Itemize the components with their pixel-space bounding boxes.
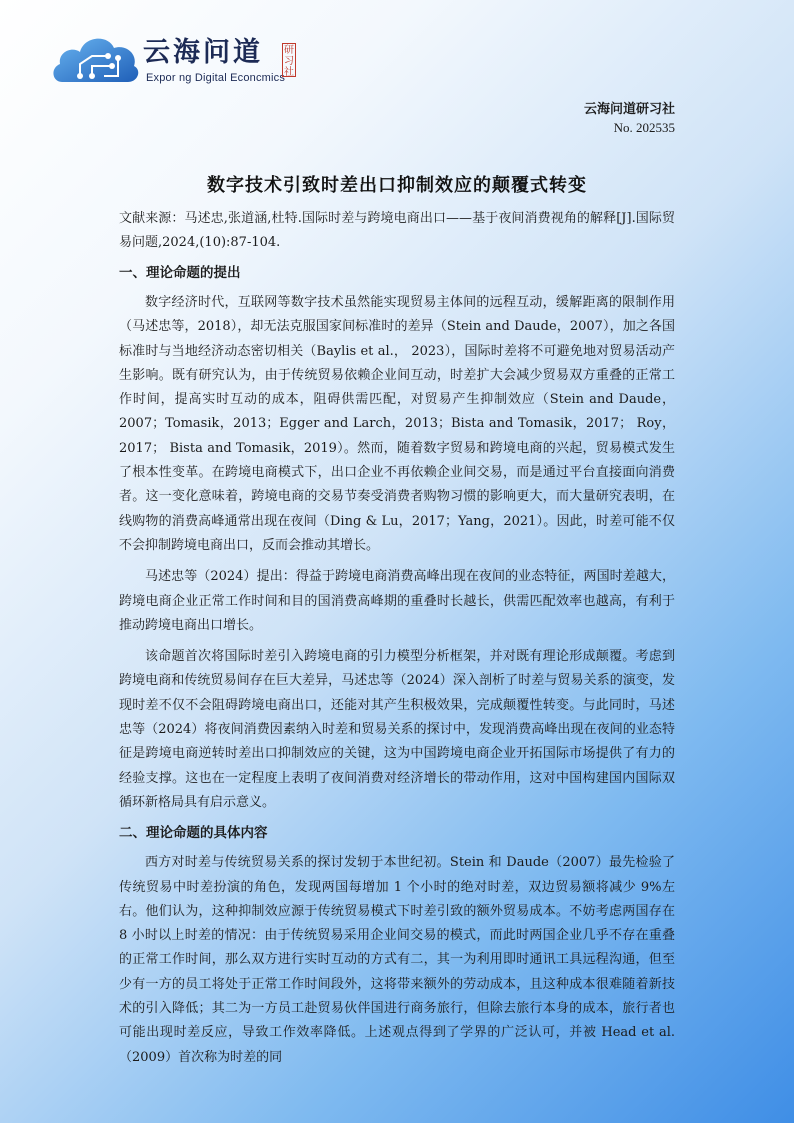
paragraph: 马述忠等（2024）提出：得益于跨境电商消费高峰出现在夜间的业态特征，两国时差越大，跨境电商企业正常工作时间和目的国消费高峰期的重叠时长越长，供需匹配效率也越高，有利于推动跨境电商出口增长。 <box>119 569 675 633</box>
literature-source: 文献来源：马述忠,张道涵,杜特.国际时差与跨境电商出口——基于夜间消费视角的解释[J].国际贸易问题,2024,(10):87-104. <box>119 211 675 250</box>
section-heading: 一、理论命题的提出 <box>119 265 241 281</box>
document-body <box>119 207 675 1077</box>
section-heading: 二、理论命题的具体内容 <box>119 825 268 842</box>
logo-subtitle: Expor ng Digital Econcmics <box>146 72 286 84</box>
paragraph: 数字经济时代，互联网等数字技术虽然能实现贸易主体间的远程互动，缓解距离的限制作用（马述忠等，2018），却无法克服国家间标准时的差异（Stein and Daude，2007），加之各国标准时与当地经济动态密切相关（Baylis et al.， 2023），国际时差将不可避免地对贸易活动产生影响。既有研究认为，由于传统贸易依赖企业间互动，时差扩大会减少贸易双方重叠的正常工作时间，提高实时互动的成本，阻碍供需匹配，对贸易产生抑制效应（Stein and Daude，2007；Tomasik，2013；Egger and Larch，2013；Bista and Tomasik，2017； Roy，2017； Bista and Tomasik，2019）。然而，随着数字贸易和跨境电商的兴起，贸易模式发生了根本性变革。在跨境电商模式下，出口企业不再依赖企业间交易，而是通过平台直接面向消费者。这一变化意味着，跨境电商的交易节奏受消费者购物习惯的影响更大，而大量研究表明，在线购物的消费高峰通常出现在夜间（Ding & Lu，2017；Yang，2021）。因此，时差可能不仅不会抑制跨境电商出口，反而会推动其增长。 <box>119 295 675 553</box>
logo-title: 云海问道 <box>143 37 263 68</box>
seal-stamp-icon: 研习社 <box>284 45 294 78</box>
brand-logo <box>50 28 310 88</box>
paragraph: 西方对时差与传统贸易关系的探讨发轫于本世纪初。Stein 和 Daude（2007）最先检验了传统贸易中时差扮演的角色，发现两国每增加 1 个小时的绝对时差，双边贸易额将减少 9%左右。他们认为，这种抑制效应源于传统贸易模式下时差引致的额外贸易成本。不妨考虑两国存在 8 小时以上时差的情况：由于传统贸易采用企业间交易的模式，而此时两国企业几乎不存在重叠的正常工作时间，那么双方进行实时互动的方式有二，其一为利用即时通讯工具远程沟通，但至少有一方的员工将处于正常工作时间段外，这将带来额外的劳动成本，且这种成本很难随着新技术的引入降低；其二为一方员工赴贸易伙伴国进行商务旅行，但除去旅行本身的成本，旅行者也可能出现时差反应，导致工作效率降低。上述观点得到了学界的广泛认可，并被 Head et al.（2009）首次称为时差的同 <box>119 855 675 1065</box>
cloud-circuit-logo-icon <box>50 28 142 88</box>
paragraph: 该命题首次将国际时差引入跨境电商的引力模型分析框架，并对既有理论形成颠覆。考虑到跨境电商和传统贸易间存在巨大差异，马述忠等（2024）深入剖析了时差与贸易关系的演变，发现时差不仅不会阻碍跨境电商出口，还能对其产生积极效果，完成颠覆性转变。与此同时，马述忠等（2024）将夜间消费因素纳入时差和贸易关系的探讨中，发现消费高峰出现在夜间的业态特征是跨境电商逆转时差出口抑制效应的关键，这为中国跨境电商企业开拓国际市场提供了有力的经验支撑。这也在一定程度上表明了夜间消费对经济增长的带动作用，这对中国构建国内国际双循环新格局具有启示意义。 <box>119 649 675 810</box>
organization-name: 云海问道研习社 <box>583 102 675 117</box>
document-title: 数字技术引致时差出口抑制效应的颠覆式转变 <box>207 175 587 196</box>
issue-number: No. 202535 <box>613 120 675 135</box>
